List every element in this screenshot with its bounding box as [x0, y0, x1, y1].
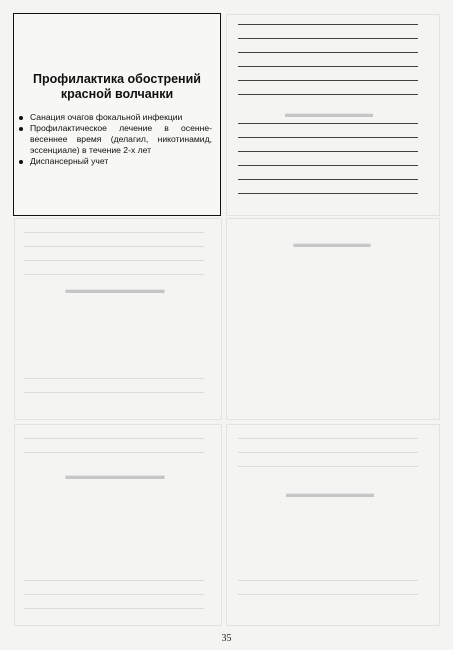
- faint-rule: [24, 246, 204, 247]
- list-item: Диспансерный учет: [18, 156, 212, 167]
- bleed-heading-1: ▬▬▬▬▬▬▬▬: [285, 108, 373, 120]
- page-number: 35: [221, 633, 232, 644]
- lupus-prevention-card: [13, 13, 221, 216]
- rule-line: [238, 123, 418, 124]
- card-title-line-2: красной волчанки: [60, 87, 174, 101]
- bleed-heading-3: ▬▬▬▬▬▬▬▬▬: [65, 284, 165, 296]
- faint-rule: [238, 580, 418, 581]
- rule-line: [238, 52, 418, 53]
- rule-line: [238, 165, 418, 166]
- card-title-line-1: Профилактика обострений: [33, 72, 201, 86]
- rule-line: [238, 179, 418, 180]
- rule-line: [238, 80, 418, 81]
- faint-rule: [238, 438, 418, 439]
- faint-rule: [24, 608, 204, 609]
- faint-card-left-mid: [14, 218, 222, 420]
- bleed-heading-5: ▬▬▬▬▬▬▬▬: [286, 488, 374, 500]
- prevention-list: [18, 112, 212, 167]
- rule-line: [238, 137, 418, 138]
- faint-rule: [238, 594, 418, 595]
- faint-rule: [24, 594, 204, 595]
- faint-rule: [238, 466, 418, 467]
- faint-card-left-bottom: [14, 424, 222, 626]
- faint-card-right-bottom: [226, 424, 440, 626]
- faint-rule: [24, 580, 204, 581]
- list-item: Профилактическое лечение в осенне-весеннее время (делагил, никотинамид, эссенциале) в течение 2-х лет: [18, 123, 212, 156]
- faint-rule: [24, 378, 204, 379]
- rule-line: [238, 94, 418, 95]
- faint-rule: [24, 452, 204, 453]
- faint-rule: [24, 232, 204, 233]
- rule-line: [238, 66, 418, 67]
- faint-rule: [24, 274, 204, 275]
- rule-line: [238, 24, 418, 25]
- list-item: Санация очагов фокальной инфекции: [18, 112, 212, 123]
- faint-rule: [24, 438, 204, 439]
- faint-rule: [24, 260, 204, 261]
- bleed-heading-4: ▬▬▬▬▬▬▬▬▬: [65, 470, 165, 482]
- card-title: [14, 72, 220, 102]
- rule-line: [238, 151, 418, 152]
- faint-rule: [238, 452, 418, 453]
- rule-line: [238, 193, 418, 194]
- faint-rule: [24, 392, 204, 393]
- rule-line: [238, 38, 418, 39]
- bleed-heading-2: ▬▬▬▬▬▬▬: [293, 238, 371, 250]
